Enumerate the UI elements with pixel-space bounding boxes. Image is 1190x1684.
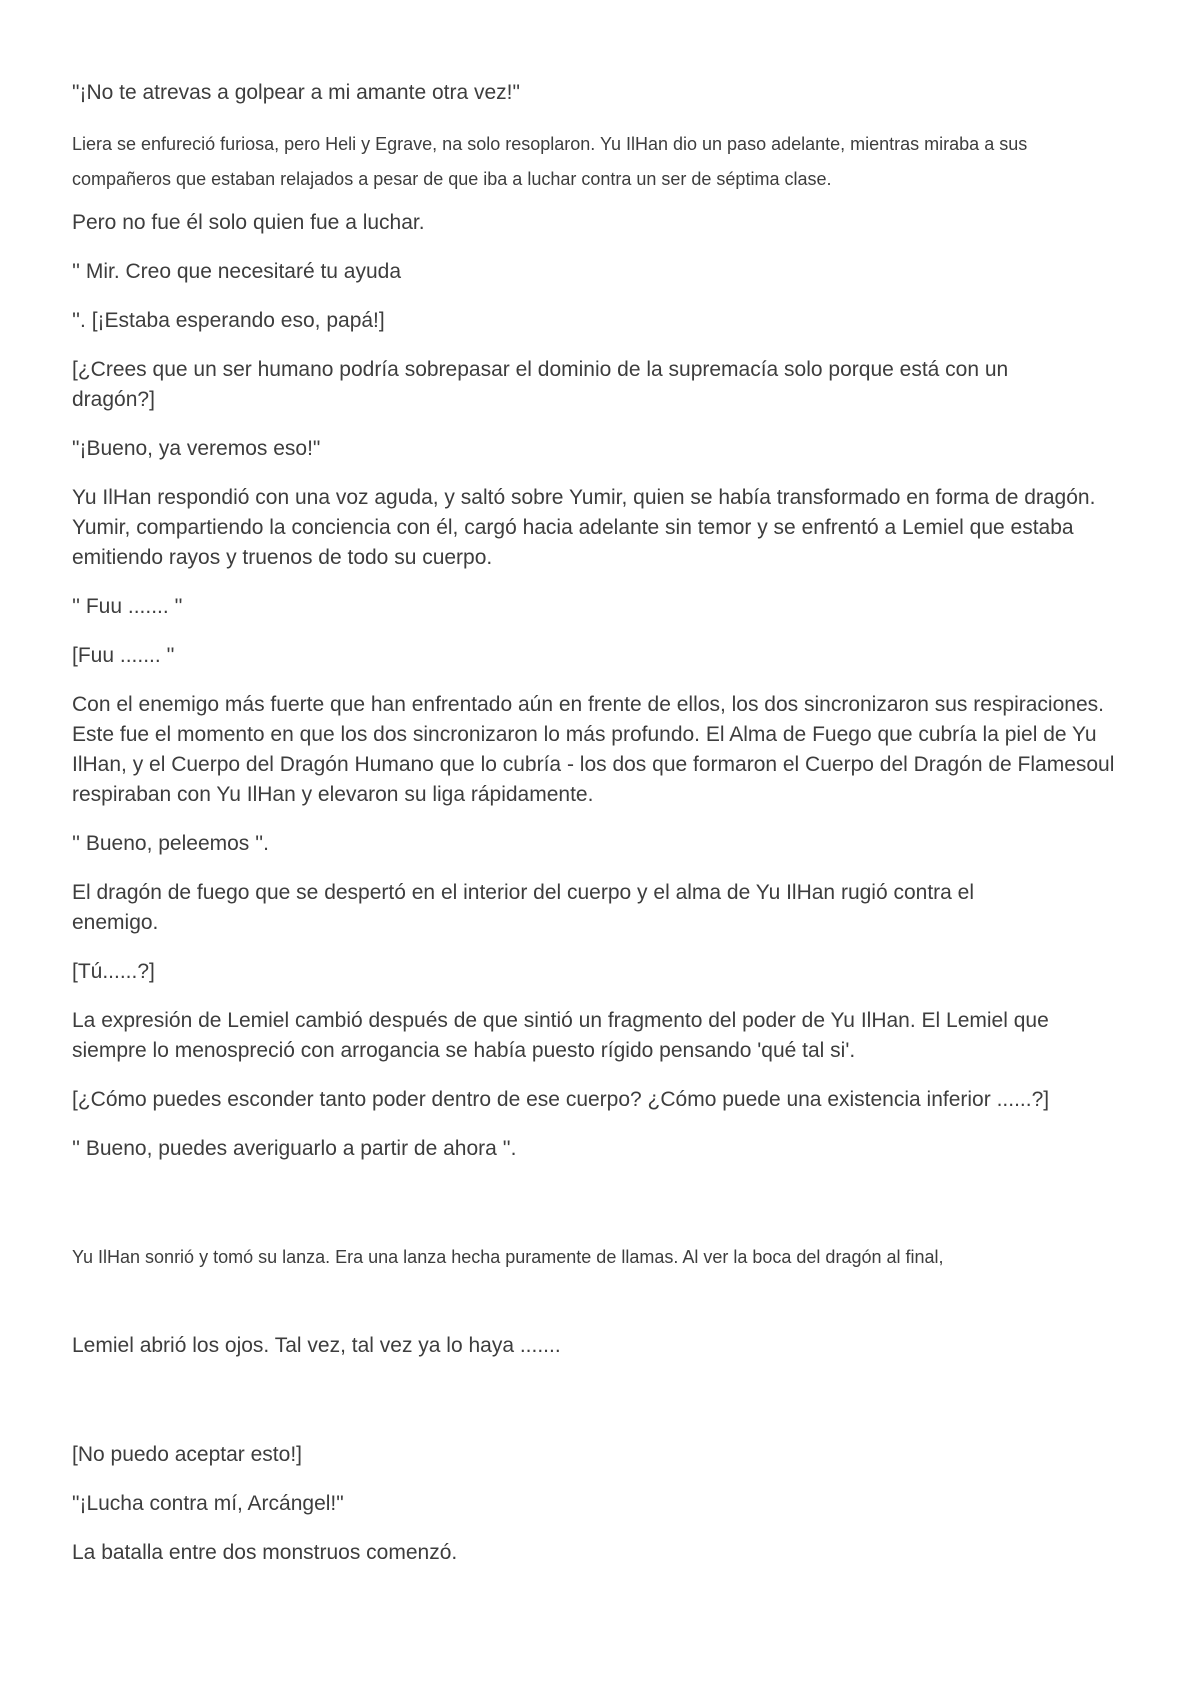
- paragraph: [Fuu ....... '': [72, 644, 175, 667]
- paragraph: Liera se enfureció furiosa, pero Heli y Egrave, na solo resoplaron. Yu IlHan dio un paso adelante, mientras miraba a sus compañeros que estaban relajados a pesar de que iba a luchar contra un ser de séptima clase.: [72, 134, 1033, 189]
- paragraph: [72, 1183, 1118, 1421]
- paragraph: [¿Cómo puedes esconder tanto poder dentro de ese cuerpo? ¿Cómo puede una existencia inferior ......?]: [72, 1088, 1050, 1111]
- paragraph: '' Bueno, puedes averiguarlo a partir de ahora ''.: [72, 1137, 517, 1160]
- paragraph: Con el enemigo más fuerte que han enfrentado aún en frente de ellos, los dos sincronizaron sus respiraciones. Este fue el momento en que los dos sincronizaron lo más profundo. El Alma de Fuego que cubría la piel de Yu IlHan, y el Cuerpo del Dragón Humano que lo cubría - los dos que formaron el Cuerpo del Dragón de Flamesoul respiraban con Yu IlHan y elevaron su liga rápidamente.: [72, 693, 1121, 806]
- paragraph: '' Bueno, peleemos ''.: [72, 832, 269, 855]
- paragraph: [No puedo aceptar esto!]: [72, 1443, 302, 1466]
- paragraph: Pero no fue él solo quien fue a luchar.: [72, 211, 425, 234]
- paragraph: El dragón de fuego que se despertó en el interior del cuerpo y el alma de Yu IlHan rugió contra el enemigo.: [72, 881, 980, 934]
- paragraph: "¡Lucha contra mí, Arcángel!": [72, 1492, 344, 1515]
- paragraph-line: Lemiel abrió los ojos. Tal vez, tal vez ya lo haya .......: [72, 1334, 561, 1357]
- paragraph: La expresión de Lemiel cambió después de que sintió un fragmento del poder de Yu IlHan. El Lemiel que siempre lo menospreció con arrogancia se había puesto rígido pensando 'qué tal si'.: [72, 1009, 1055, 1062]
- paragraph: [Tú......?]: [72, 960, 155, 983]
- paragraph: La batalla entre dos monstruos comenzó.: [72, 1541, 458, 1564]
- paragraph: '' Fuu ....... '': [72, 595, 183, 618]
- paragraph: "¡No te atrevas a golpear a mi amante otra vez!": [72, 81, 520, 104]
- paragraph: "¡Bueno, ya veremos eso!": [72, 437, 321, 460]
- document-body: [72, 78, 1121, 1587]
- paragraph-line: Yu IlHan sonrió y tomó su lanza. Era una lanza hecha puramente de llamas. Al ver la boca del dragón al final,: [72, 1247, 944, 1267]
- paragraph: [¿Crees que un ser humano podría sobrepasar el dominio de la supremacía solo porque está con un dragón?]: [72, 358, 1015, 411]
- paragraph: Yu IlHan respondió con una voz aguda, y saltó sobre Yumir, quien se había transformado en forma de dragón. Yumir, compartiendo la conciencia con él, cargó hacia adelante sin temor y se enfrentó a Lemiel que estaba emitiendo rayos y truenos de todo su cuerpo.: [72, 486, 1101, 569]
- paragraph: '' Mir. Creo que necesitaré tu ayuda: [72, 260, 402, 283]
- paragraph: ''. [¡Estaba esperando eso, papá!]: [72, 309, 385, 332]
